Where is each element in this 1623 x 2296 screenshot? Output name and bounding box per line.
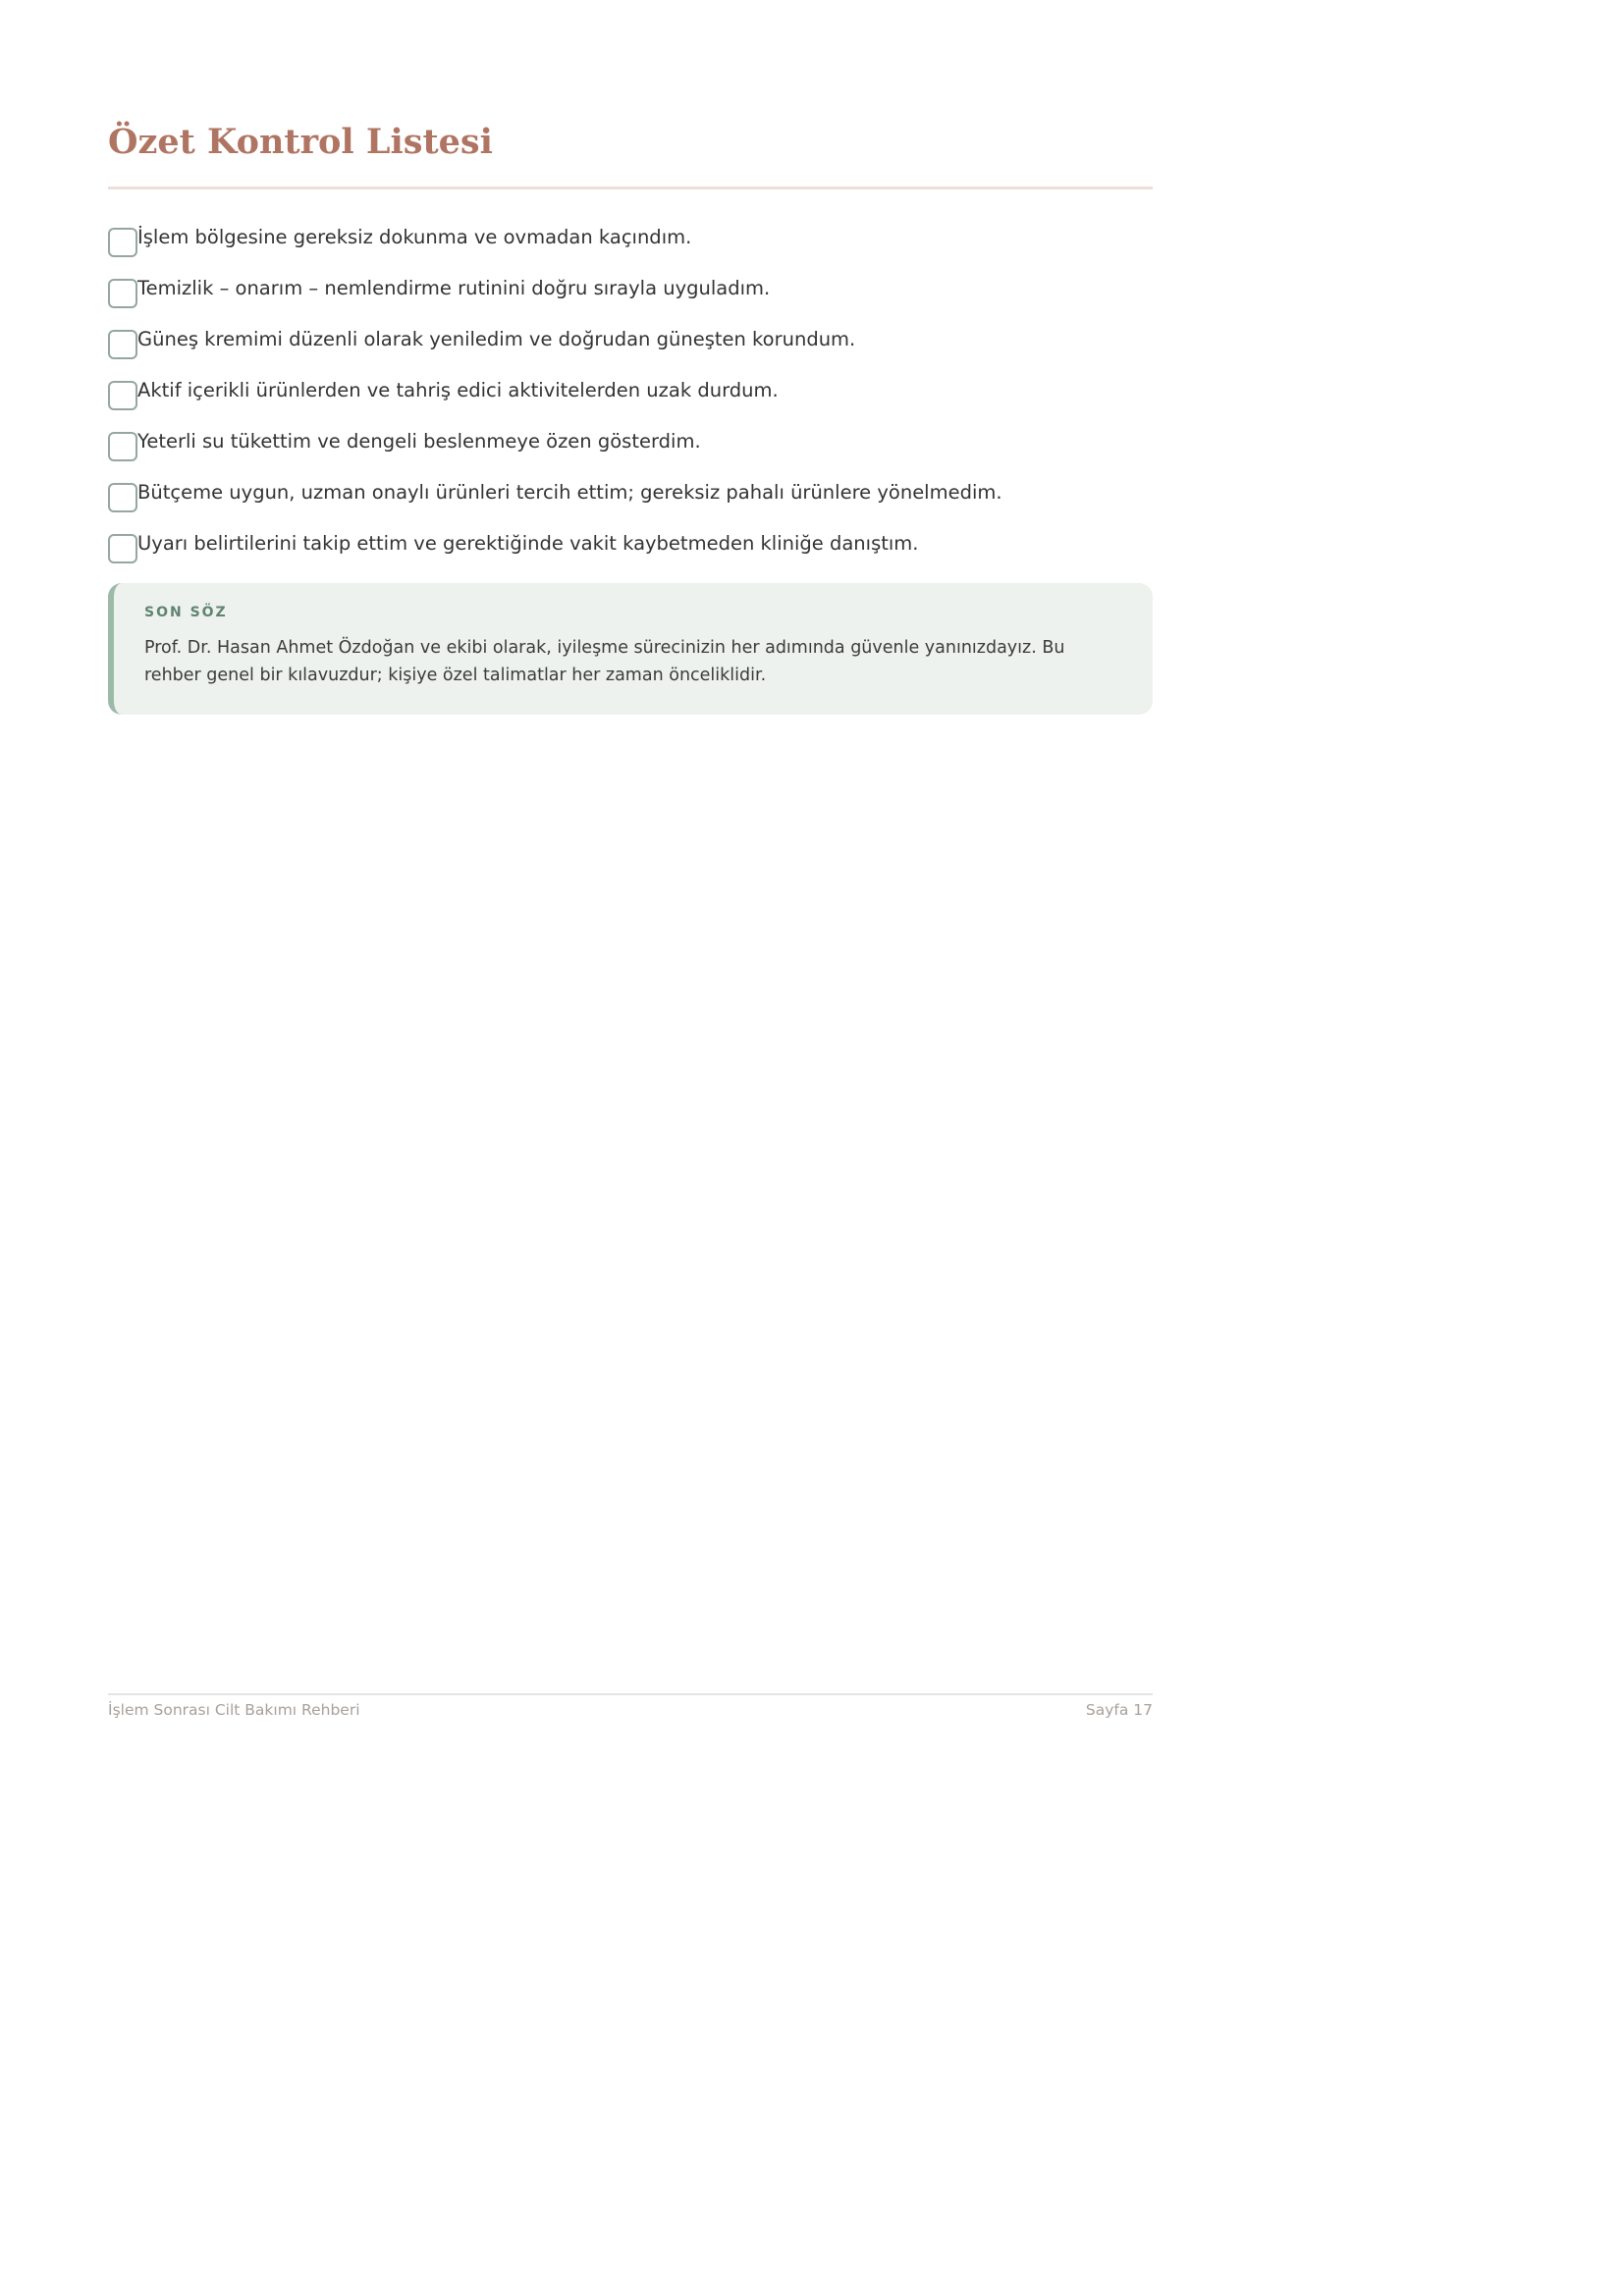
footer-page-number: Sayfa 17 bbox=[1085, 1701, 1153, 1719]
checklist-item[interactable] bbox=[108, 531, 1153, 582]
checkbox[interactable] bbox=[108, 483, 137, 512]
checklist bbox=[108, 225, 1153, 582]
closing-note-callout bbox=[108, 583, 1153, 715]
checkbox[interactable] bbox=[108, 279, 137, 308]
checklist-item[interactable] bbox=[108, 225, 1153, 276]
checkbox[interactable] bbox=[108, 432, 137, 461]
checklist-item[interactable] bbox=[108, 429, 1153, 480]
checklist-item[interactable] bbox=[108, 378, 1153, 429]
title-divider bbox=[108, 187, 1153, 189]
checklist-item-label: İşlem bölgesine gereksiz dokunma ve ovmadan kaçındım. bbox=[137, 226, 692, 248]
checkbox[interactable] bbox=[108, 228, 137, 257]
footer-document-title: İşlem Sonrası Cilt Bakımı Rehberi bbox=[108, 1701, 360, 1719]
checklist-item-label: Temizlik – onarım – nemlendirme rutinini doğru sırayla uyguladım. bbox=[137, 277, 771, 299]
checklist-item-label: Güneş kremimi düzenli olarak yeniledim ve doğrudan güneşten korundum. bbox=[137, 328, 856, 350]
checklist-item-label: Yeterli su tükettim ve dengeli beslenmeye özen gösterdim. bbox=[137, 430, 701, 453]
checklist-item-label: Uyarı belirtilerini takip ettim ve gerektiğinde vakit kaybetmeden kliniğe danıştım. bbox=[137, 532, 919, 555]
checkbox[interactable] bbox=[108, 330, 137, 359]
footer-divider bbox=[108, 1693, 1153, 1695]
checkbox[interactable] bbox=[108, 534, 137, 563]
checklist-item[interactable] bbox=[108, 480, 1153, 531]
checklist-item-label: Bütçeme uygun, uzman onaylı ürünleri tercih ettim; gereksiz pahalı ürünlere yönelmedim. bbox=[137, 481, 1002, 504]
checklist-item[interactable] bbox=[108, 276, 1153, 327]
checklist-item[interactable] bbox=[108, 327, 1153, 378]
callout-body: Prof. Dr. Hasan Ahmet Özdoğan ve ekibi olarak, iyileşme sürecinizin her adımında güvenle yanınızdayız. Bu rehber genel bir kılavuzdur; kişiye özel talimatlar her zaman önceliklidir. bbox=[144, 638, 1065, 685]
page-title: Özet Kontrol Listesi bbox=[108, 122, 493, 162]
checklist-item-label: Aktif içerikli ürünlerden ve tahriş edici aktivitelerden uzak durdum. bbox=[137, 379, 779, 401]
checkbox[interactable] bbox=[108, 381, 137, 410]
callout-heading: SON SÖZ bbox=[144, 605, 228, 620]
